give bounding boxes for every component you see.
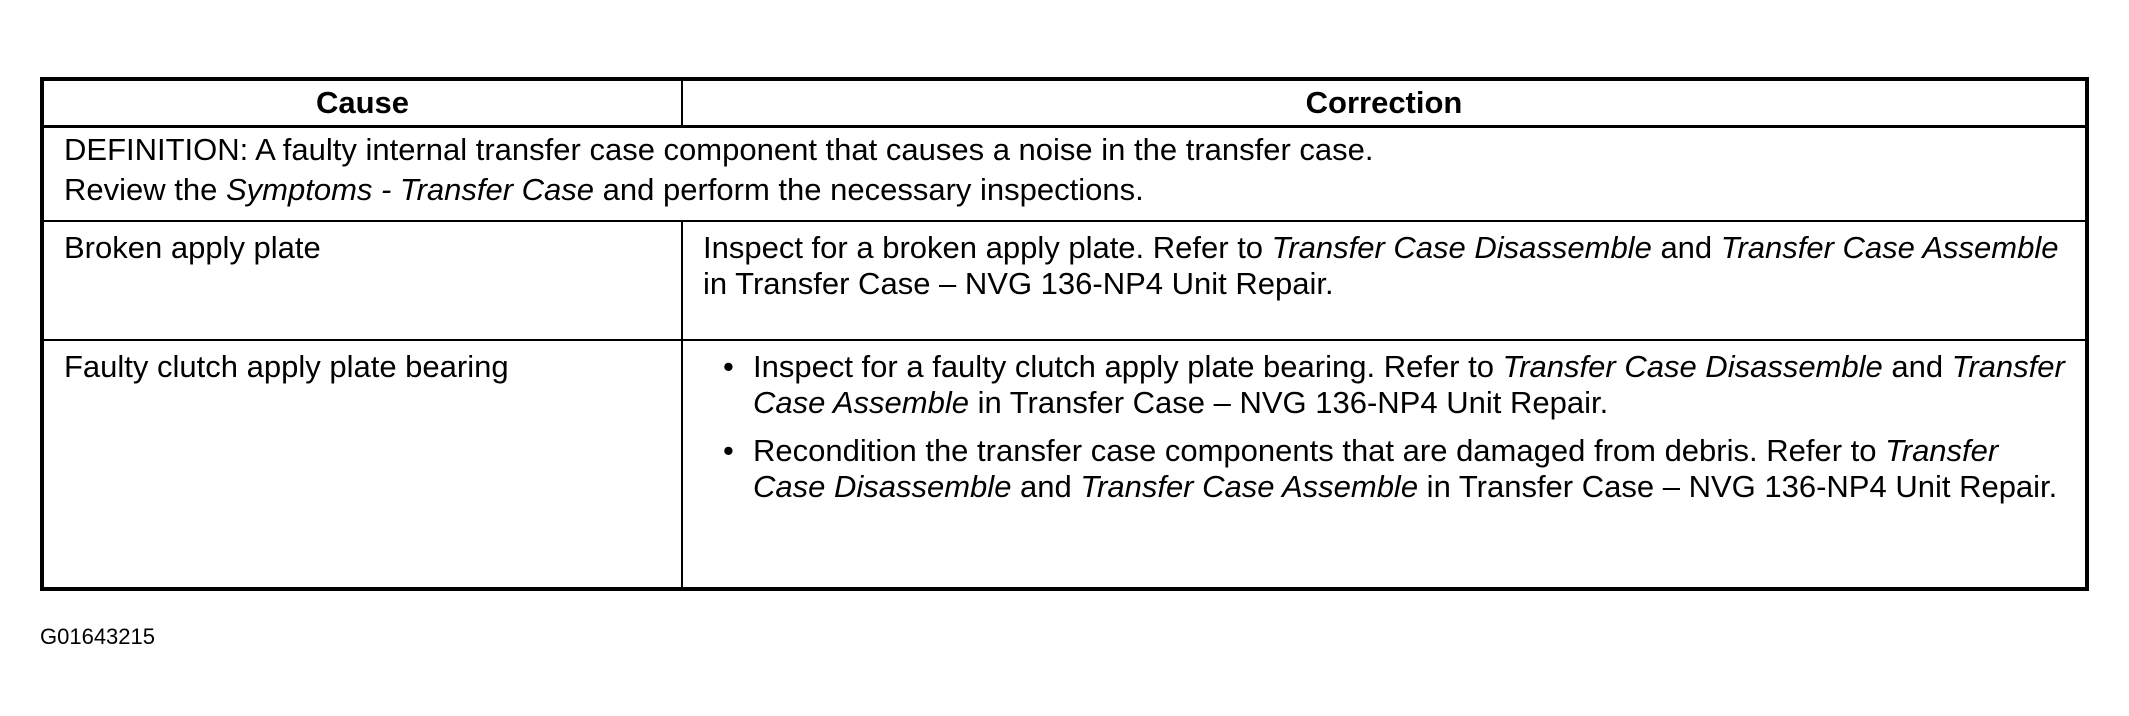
correction-text: and — [1882, 348, 1952, 384]
cause-cell: Broken apply plate — [42, 221, 682, 340]
cause-cell: Faulty clutch apply plate bearing — [42, 340, 682, 589]
diagnostic-table — [40, 77, 2089, 591]
review-text-after: and perform the necessary inspections. — [594, 172, 1144, 207]
figure-id: G01643215 — [40, 624, 155, 649]
assemble-reference: Transfer Case Assemble — [1720, 230, 2059, 265]
review-text-before: Review the — [64, 172, 226, 207]
correction-text: and — [1011, 468, 1081, 504]
table-row — [42, 340, 2087, 589]
correction-text: Inspect for a faulty clutch apply plate bearing. Refer to — [753, 348, 1503, 384]
cause-header: Cause — [42, 79, 682, 127]
correction-text: and — [1651, 230, 1721, 265]
correction-list — [703, 349, 2065, 505]
assemble-reference: Transfer Case Assemble — [753, 348, 2065, 420]
list-item — [753, 349, 2065, 421]
assemble-reference: Transfer Case Assemble — [1080, 468, 1419, 504]
disassemble-reference: Transfer Case Disassemble — [1502, 348, 1883, 384]
correction-header: Correction — [682, 79, 2087, 127]
review-text — [42, 172, 2087, 221]
definition-text: DEFINITION: A faulty internal transfer case component that causes a noise in the transfer case. — [42, 127, 2087, 173]
table-row — [42, 221, 2087, 340]
symptoms-reference: Symptoms - Transfer Case — [225, 172, 595, 207]
disassemble-reference: Transfer Case Disassemble — [753, 432, 1999, 504]
correction-text: Inspect for a broken apply plate. Refer to — [703, 230, 1272, 265]
disassemble-reference: Transfer Case Disassemble — [1271, 230, 1652, 265]
correction-text: in Transfer Case – NVG 136-NP4 Unit Repair. — [968, 384, 1609, 420]
review-row — [42, 172, 2087, 221]
correction-cell — [682, 221, 2087, 340]
correction-text: Recondition the transfer case components that are damaged from debris. Refer to — [753, 432, 1886, 468]
definition-row — [42, 127, 2087, 173]
table-header-row — [42, 79, 2087, 127]
list-item — [753, 433, 2065, 505]
correction-cell — [682, 340, 2087, 589]
correction-text: in Transfer Case – NVG 136-NP4 Unit Repair. — [1418, 468, 2058, 504]
correction-text: in Transfer Case – NVG 136-NP4 Unit Repair. — [703, 266, 1334, 301]
